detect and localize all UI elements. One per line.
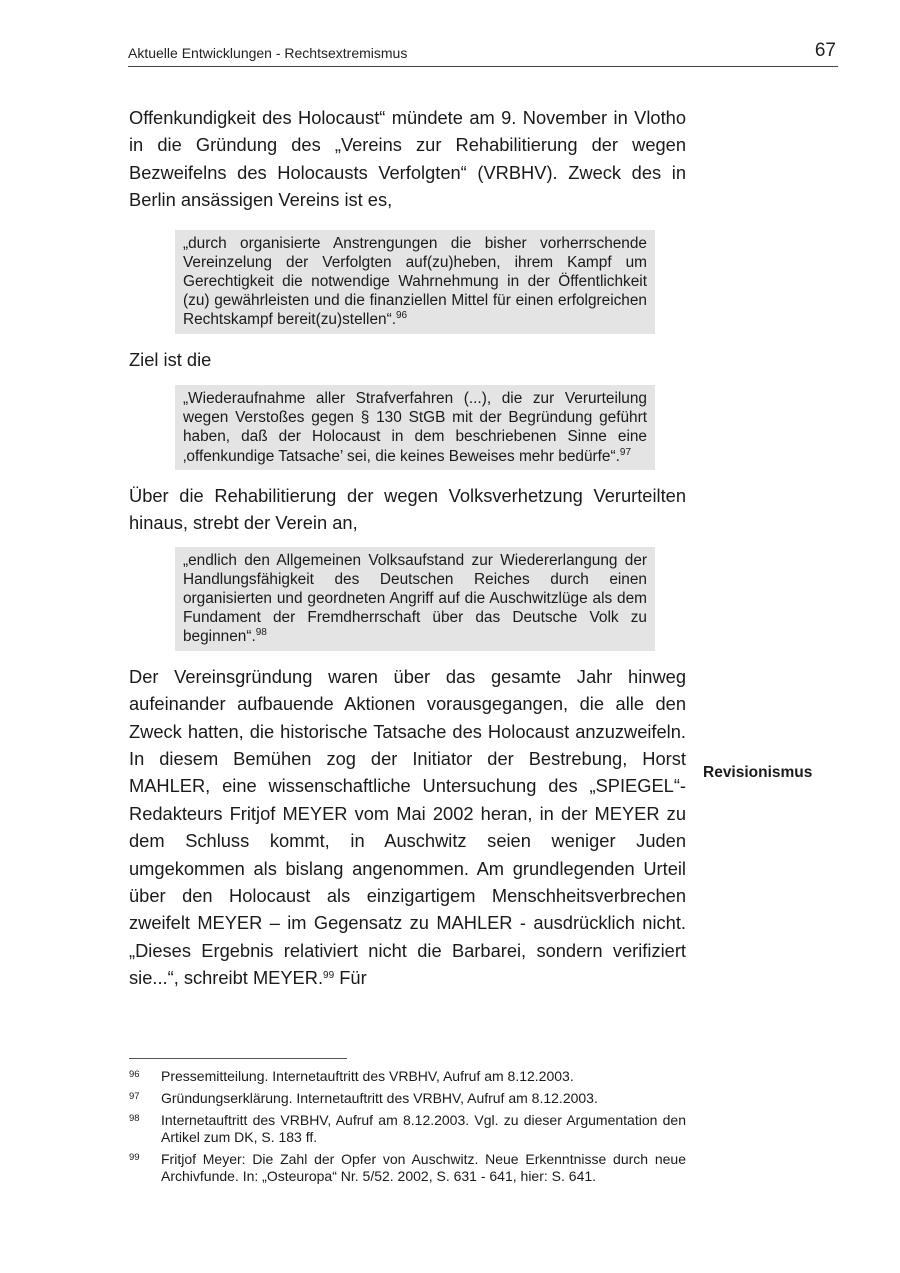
footnote-98: [129, 1112, 686, 1146]
footnote-ref-99[interactable]: 99: [323, 970, 335, 982]
footnote-text: Pressemitteilung. Internetauftritt des VRBHV, Aufruf am 8.12.2003.: [161, 1068, 574, 1084]
page-number: 67: [814, 40, 836, 61]
paragraph-1: Offenkundigkeit des Holocaust“ mündete am 9. November in Vlotho in die Gründung des „Vereins zur Rehabilitierung der wegen Bezweifelns des Holocausts Verfolgten“ (VRBHV). Zweck des in Berlin ansässigen Vereins ist es,: [129, 107, 686, 211]
footnote-text: Fritjof Meyer: Die Zahl der Opfer von Auschwitz. Neue Erkenntnisse durch neue Archivfunde. In: „Osteuropa“ Nr. 5/52. 2002, S. 631 - 641, hier: S. 641.: [161, 1151, 686, 1184]
footnote-96: [129, 1068, 686, 1085]
margin-note: Revisionismus: [703, 764, 813, 781]
footnote-ref-97[interactable]: 97: [619, 446, 632, 458]
block-quote-3: [175, 547, 655, 651]
footnote-separator: [129, 1058, 347, 1059]
block-quote-1: [175, 230, 655, 334]
footnote-ref-96[interactable]: 96: [395, 310, 408, 322]
paragraph-4-tail: Für: [334, 967, 367, 989]
footnotes: [129, 1068, 686, 1190]
paragraph-4-text: Der Vereinsgründung waren über das gesamte Jahr hinweg aufeinander aufbauende Aktionen vorausgegangen, die alle den Zweck hatten, die historische Tatsache des Holocaust anzuzweifeln. In diesem Bemühen zog der Initiator der Bestrebung, Horst MAHLER, eine wissenschaftliche Untersuchung des „SPIEGEL“-Redakteurs Fritjof MEYER vom Mai 2002 heran, in der MEYER zu dem Schluss kommt, in Auschwitz seien weniger Juden umgekommen als bislang angenommen. Am grundlegenden Urteil über den Holocaust als einzigartigem Menschheitsverbrechen zweifelt MEYER – im Gegensatz zu MAHLER - ausdrücklich nicht. „Dieses Ergebnis relativiert nicht die Barbarei, sondern verifiziert sie...“, schreibt MEYER.: [129, 665, 686, 989]
quote-3-text: „endlich den Allgemeinen Volksaufstand zur Wiedererlangung der Handlungsfähigkeit des Deutschen Reiches durch einen organisierten und geordneten Angriff auf die Auschwitzlüge als dem Fundament der Fremdherrschaft über das Deutsche Volk zu beginnen“.: [183, 551, 647, 646]
quote-2-text: „Wiederaufnahme aller Strafverfahren (...), die zur Verurteilung wegen Verstoßes gegen § 130 StGB mit der Begründung geführt haben, daß der Holocaust in dem beschriebenen Sinne eine ‚offenkundige Tatsache’ sei, die keines Beweises mehr bedürfe“.: [183, 390, 647, 465]
footnote-ref-98[interactable]: 98: [255, 627, 267, 639]
footnote-number: 99: [129, 1152, 140, 1163]
paragraph-3: Über die Rehabilitierung der wegen Volksverhetzung Verurteilten hinaus, strebt der Verein an,: [129, 484, 686, 534]
footnote-number: 97: [129, 1091, 140, 1102]
footnote-number: 96: [129, 1069, 140, 1080]
header-title: Aktuelle Entwicklungen - Rechtsextremismus: [128, 45, 408, 61]
block-quote-2: [175, 385, 655, 470]
footnote-text: Gründungserklärung. Internetauftritt des VRBHV, Aufruf am 8.12.2003.: [161, 1090, 598, 1106]
footnote-99: [129, 1151, 686, 1185]
paragraph-4: [129, 663, 686, 992]
main-text: [129, 104, 686, 992]
quote-1-text: „durch organisierte Anstrengungen die bisher vorherrschende Vereinzelung der Verfolgten auf(zu)heben, ihrem Kampf um Gerechtigkeit die notwendige Wahrnehmung in der Öffentlichkeit (zu) gewährleisten und die finanziellen Mittel für einen erfolgreichen Rechtskampf bereit(zu)stellen“.: [183, 234, 647, 329]
footnote-97: [129, 1090, 686, 1107]
running-header: [128, 38, 838, 67]
footnote-text: Internetauftritt des VRBHV, Aufruf am 8.12.2003. Vgl. zu dieser Argumentation den Artikel zum DK, S. 183 ff.: [161, 1112, 686, 1145]
footnote-number: 98: [129, 1113, 140, 1124]
paragraph-2: Ziel ist die: [129, 348, 212, 370]
